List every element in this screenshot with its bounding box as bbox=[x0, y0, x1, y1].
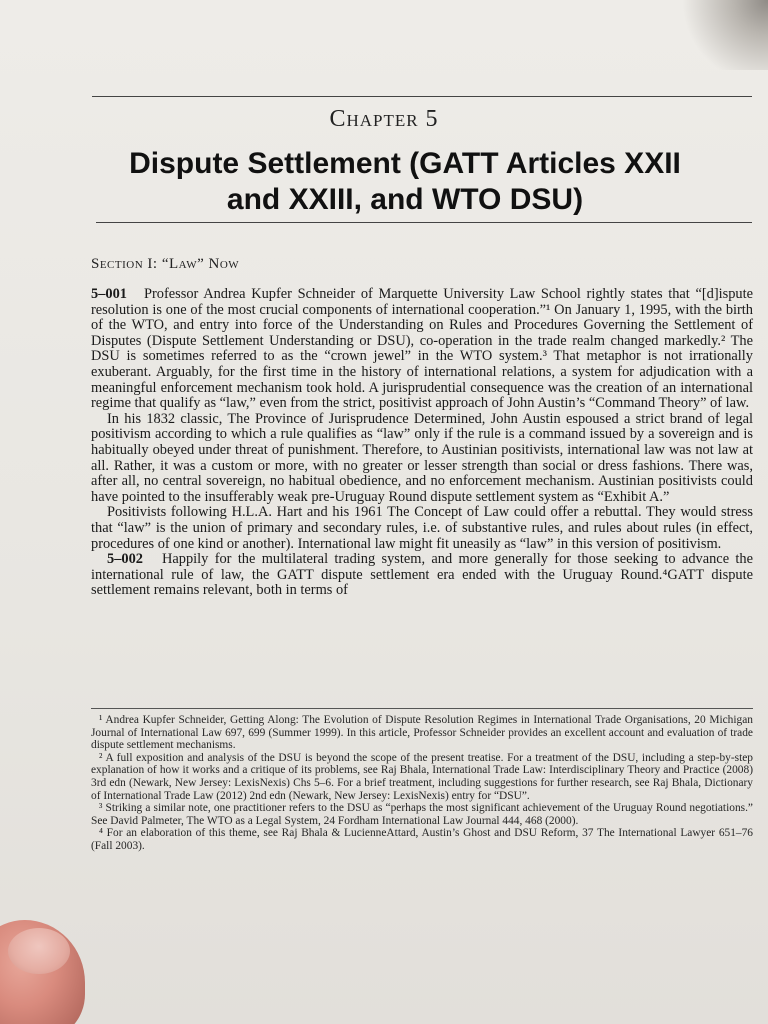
thumbnail-photo bbox=[8, 928, 70, 974]
footnote-4: ⁴ For an elaboration of this theme, see Raj Bhala & LucienneAttard, Austin’s Ghost and DSU Reform, 37 The International Lawyer 651–76 (Fall 2003). bbox=[91, 827, 753, 852]
chapter-rule-top bbox=[92, 96, 752, 97]
page-corner-shadow bbox=[678, 0, 768, 70]
paragraph-austin bbox=[91, 412, 753, 506]
paragraph-text: Positivists following H.L.A. Hart and his 1961 The Concept of Law could offer a rebuttal. They would stress that “law” is the union of primary and secondary rules, i.e. of substantive rules, and rules about rules (in effect, procedures of one kind or another). International law might fit uneasily as “law” in this version of positivism. bbox=[91, 504, 753, 552]
chapter-title-line-1: Dispute Settlement (GATT Articles XXII bbox=[129, 147, 681, 180]
paragraph-text: In his 1832 classic, The Province of Jurisprudence Determined, John Austin espoused a strict brand of legal positivism according to which a rule qualifies as “law” only if the rule is a command issued by a sovereign and is habitually obeyed under threat of punishment. Therefore, to Austinian positivists, international law was not law at all. Rather, it was a custom or more, with no greater or lesser strength than social or dress fashions. There was, after all, no central sovereign, no habitual obedience, and no enforcement mechanism. Austinian positivists could have pointed to the insufferably weak pre-Uruguay Round dispute settlement system as “Exhibit A.” bbox=[91, 410, 753, 505]
chapter-rule-bottom bbox=[96, 222, 752, 223]
chapter-title bbox=[60, 146, 750, 218]
footnote-2: ² A full exposition and analysis of the DSU is beyond the scope of the present treatise. For a treatment of the DSU, including a step-by-step explanation of how it works and a critique of its problems, see Raj Bhala, International Trade Law: Interdisciplinary Theory and Practice (2008) 3rd edn (Newark, New Jersey: LexisNexis) Chs 5–6. For a brief treatment, including suggestions for further research, see Raj Bhala, Dictionary of International Trade Law (2012) 2nd edn (Newark, New Jersey: LexisNexis) entry for “DSU”. bbox=[91, 751, 753, 802]
paragraph-5-001 bbox=[91, 287, 753, 412]
section-heading: Section I: “Law” Now bbox=[91, 256, 240, 272]
paragraph-5-002 bbox=[91, 552, 753, 599]
paragraph-text: Happily for the multilateral trading system, and more generally for those seeking to advance the international rule of law, the GATT dispute settlement era ended with the Uruguay Round.⁴GATT dispute settlement remains relevant, both in terms of bbox=[91, 551, 753, 599]
chapter-label: Chapter 5 bbox=[329, 106, 439, 132]
chapter-title-line-2: and XXIII, and WTO DSU) bbox=[226, 183, 584, 216]
footnote-rule bbox=[91, 708, 753, 709]
paragraph-text: Professor Andrea Kupfer Schneider of Marquette University Law School rightly states that “[d]ispute resolution is one of the most crucial components of international cooperation.”¹ On January 1, 1995, with the birth of the WTO, and entry into force of the Understanding on Rules and Procedures Governing the Settlement of Disputes (Dispute Settlement Understanding or DSU), co-operation in the trade realm changed markedly.² The DSU is sometimes referred to as the “crown jewel” in the WTO system.³ That metaphor is not irrationally exuberant. Arguably, for the first time in the history of international relations, a system for adjudication with a meaningful enforcement mechanism took hold. A jurisprudential consequence was the creation of an international regime that qualify as “law,” even from the strict, positivist approach of John Austin’s “Command Theory” of law. bbox=[91, 286, 753, 412]
footnote-1: ¹ Andrea Kupfer Schneider, Getting Along: The Evolution of Dispute Resolution Regimes in International Trade Organisations, 20 Michigan Journal of International Law 697, 699 (Summer 1999). In this article, Professor Schneider provides an excellent account and evaluation of trade dispute settlement mechanisms. bbox=[91, 714, 753, 752]
body-text bbox=[91, 287, 753, 599]
paragraph-number: 5–001 bbox=[91, 286, 127, 302]
footnote-3: ³ Striking a similar note, one practitioner refers to the DSU as “perhaps the most significant achievement of the Uruguay Round negotiations.” See David Palmeter, The WTO as a Legal System, 24 Fordham International Law Journal 444, 468 (2000). bbox=[91, 802, 753, 827]
paragraph-hart bbox=[91, 505, 753, 552]
footnotes bbox=[91, 714, 753, 853]
paragraph-number: 5–002 bbox=[107, 551, 143, 568]
